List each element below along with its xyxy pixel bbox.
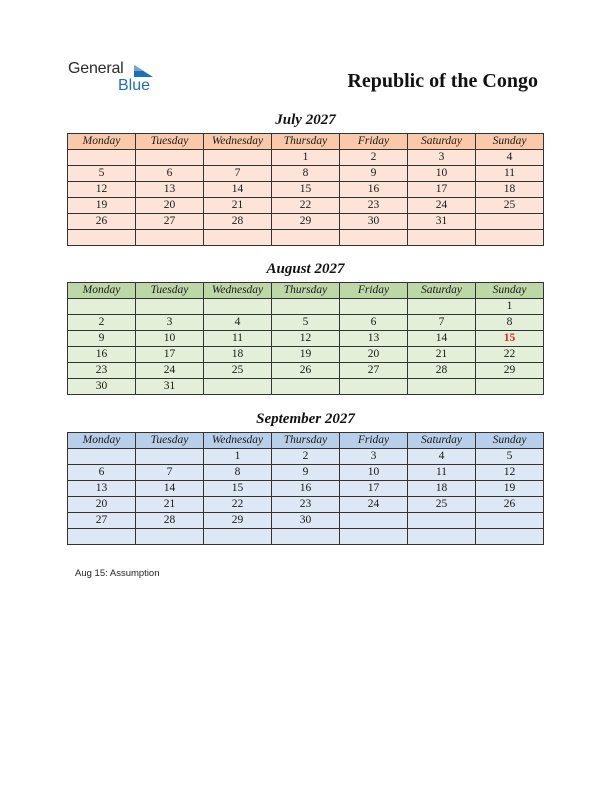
- day-cell: 30: [272, 513, 340, 529]
- day-cell: 4: [204, 315, 272, 331]
- day-cell: 15: [272, 182, 340, 198]
- weekday-friday: Friday: [340, 433, 408, 449]
- day-cell: 1: [204, 449, 272, 465]
- empty-day-cell: [408, 230, 476, 246]
- day-cell: 17: [340, 481, 408, 497]
- day-cell: 20: [340, 347, 408, 363]
- day-cell: 3: [408, 150, 476, 166]
- week-row: [68, 481, 544, 497]
- calendar-september: [67, 432, 544, 545]
- weekday-monday: Monday: [68, 433, 136, 449]
- day-cell: 10: [408, 166, 476, 182]
- empty-day-cell: [340, 379, 408, 395]
- empty-day-cell: [68, 529, 136, 545]
- day-cell: 11: [408, 465, 476, 481]
- day-cell: 9: [340, 166, 408, 182]
- day-cell: 24: [408, 198, 476, 214]
- day-cell: 1: [476, 299, 544, 315]
- empty-day-cell: [272, 529, 340, 545]
- empty-day-cell: [68, 150, 136, 166]
- day-cell: 30: [68, 379, 136, 395]
- day-cell: 25: [408, 497, 476, 513]
- weekday-thursday: Thursday: [272, 433, 340, 449]
- day-cell: 15: [204, 481, 272, 497]
- empty-day-cell: [204, 529, 272, 545]
- empty-day-cell: [272, 299, 340, 315]
- week-row: [68, 182, 544, 198]
- empty-day-cell: [340, 513, 408, 529]
- day-cell: 21: [136, 497, 204, 513]
- weekday-wednesday: Wednesday: [204, 283, 272, 299]
- day-cell: 3: [136, 315, 204, 331]
- week-row: [68, 150, 544, 166]
- day-cell: 1: [272, 150, 340, 166]
- weekday-sunday: Sunday: [476, 134, 544, 150]
- day-cell: 27: [68, 513, 136, 529]
- day-cell: 14: [408, 331, 476, 347]
- weekday-wednesday: Wednesday: [204, 134, 272, 150]
- weekday-saturday: Saturday: [408, 433, 476, 449]
- day-cell: 14: [136, 481, 204, 497]
- week-row: [68, 513, 544, 529]
- day-cell: 11: [476, 166, 544, 182]
- empty-day-cell: [408, 379, 476, 395]
- logo-word-general: General: [68, 60, 124, 77]
- empty-day-cell: [136, 299, 204, 315]
- logo-word-blue: Blue: [118, 77, 151, 94]
- weekday-tuesday: Tuesday: [136, 283, 204, 299]
- empty-day-cell: [408, 299, 476, 315]
- day-cell: 23: [272, 497, 340, 513]
- day-cell: 5: [272, 315, 340, 331]
- day-cell: 29: [272, 214, 340, 230]
- holiday-day-cell: 15: [476, 331, 544, 347]
- weekday-saturday: Saturday: [408, 134, 476, 150]
- weekday-sunday: Sunday: [476, 433, 544, 449]
- day-cell: 7: [204, 166, 272, 182]
- day-cell: 8: [476, 315, 544, 331]
- day-cell: 22: [204, 497, 272, 513]
- empty-day-cell: [204, 299, 272, 315]
- weekday-tuesday: Tuesday: [136, 433, 204, 449]
- empty-day-cell: [136, 449, 204, 465]
- week-row: [68, 363, 544, 379]
- logo: [68, 60, 168, 98]
- day-cell: 4: [408, 449, 476, 465]
- day-cell: 8: [204, 465, 272, 481]
- day-cell: 21: [408, 347, 476, 363]
- week-row: [68, 214, 544, 230]
- week-row: [68, 529, 544, 545]
- week-row: [68, 198, 544, 214]
- empty-day-cell: [340, 230, 408, 246]
- weekday-header-row: [68, 283, 544, 299]
- day-cell: 12: [272, 331, 340, 347]
- day-cell: 23: [340, 198, 408, 214]
- weekday-saturday: Saturday: [408, 283, 476, 299]
- day-cell: 11: [204, 331, 272, 347]
- day-cell: 2: [68, 315, 136, 331]
- empty-day-cell: [272, 379, 340, 395]
- day-cell: 23: [68, 363, 136, 379]
- empty-day-cell: [204, 150, 272, 166]
- month-title-july: July 2027: [275, 112, 336, 128]
- day-cell: 28: [204, 214, 272, 230]
- calendar-august: [67, 282, 544, 395]
- day-cell: 27: [136, 214, 204, 230]
- empty-day-cell: [272, 230, 340, 246]
- calendar-july: [67, 133, 544, 246]
- day-cell: 12: [476, 465, 544, 481]
- day-cell: 16: [68, 347, 136, 363]
- day-cell: 10: [340, 465, 408, 481]
- day-cell: 9: [272, 465, 340, 481]
- weekday-wednesday: Wednesday: [204, 433, 272, 449]
- day-cell: 2: [340, 150, 408, 166]
- country-title: Republic of the Congo: [347, 70, 538, 92]
- day-cell: 16: [272, 481, 340, 497]
- day-cell: 24: [340, 497, 408, 513]
- week-row: [68, 230, 544, 246]
- day-cell: 13: [68, 481, 136, 497]
- weekday-thursday: Thursday: [272, 283, 340, 299]
- day-cell: 31: [136, 379, 204, 395]
- empty-day-cell: [476, 513, 544, 529]
- day-cell: 19: [476, 481, 544, 497]
- day-cell: 8: [272, 166, 340, 182]
- day-cell: 17: [408, 182, 476, 198]
- empty-day-cell: [340, 529, 408, 545]
- day-cell: 6: [136, 166, 204, 182]
- week-row: [68, 166, 544, 182]
- week-row: [68, 299, 544, 315]
- weekday-friday: Friday: [340, 134, 408, 150]
- empty-day-cell: [476, 529, 544, 545]
- day-cell: 17: [136, 347, 204, 363]
- day-cell: 18: [204, 347, 272, 363]
- week-row: [68, 331, 544, 347]
- weekday-sunday: Sunday: [476, 283, 544, 299]
- empty-day-cell: [476, 214, 544, 230]
- empty-day-cell: [68, 449, 136, 465]
- week-row: [68, 379, 544, 395]
- empty-day-cell: [68, 299, 136, 315]
- day-cell: 6: [68, 465, 136, 481]
- day-cell: 19: [68, 198, 136, 214]
- empty-day-cell: [476, 230, 544, 246]
- day-cell: 5: [68, 166, 136, 182]
- day-cell: 10: [136, 331, 204, 347]
- day-cell: 13: [340, 331, 408, 347]
- day-cell: 5: [476, 449, 544, 465]
- day-cell: 7: [136, 465, 204, 481]
- empty-day-cell: [68, 230, 136, 246]
- day-cell: 14: [204, 182, 272, 198]
- day-cell: 30: [340, 214, 408, 230]
- empty-day-cell: [408, 529, 476, 545]
- weekday-tuesday: Tuesday: [136, 134, 204, 150]
- day-cell: 26: [68, 214, 136, 230]
- holiday-notes: [75, 568, 160, 579]
- day-cell: 26: [272, 363, 340, 379]
- day-cell: 7: [408, 315, 476, 331]
- day-cell: 26: [476, 497, 544, 513]
- day-cell: 4: [476, 150, 544, 166]
- empty-day-cell: [408, 513, 476, 529]
- day-cell: 3: [340, 449, 408, 465]
- week-row: [68, 449, 544, 465]
- day-cell: 9: [68, 331, 136, 347]
- day-cell: 18: [476, 182, 544, 198]
- weekday-header-row: [68, 134, 544, 150]
- day-cell: 22: [476, 347, 544, 363]
- day-cell: 29: [476, 363, 544, 379]
- empty-day-cell: [340, 299, 408, 315]
- empty-day-cell: [204, 379, 272, 395]
- week-row: [68, 347, 544, 363]
- empty-day-cell: [136, 230, 204, 246]
- week-row: [68, 497, 544, 513]
- day-cell: 28: [136, 513, 204, 529]
- day-cell: 20: [136, 198, 204, 214]
- day-cell: 21: [204, 198, 272, 214]
- day-cell: 18: [408, 481, 476, 497]
- day-cell: 22: [272, 198, 340, 214]
- day-cell: 31: [408, 214, 476, 230]
- empty-day-cell: [136, 529, 204, 545]
- day-cell: 25: [476, 198, 544, 214]
- month-title-august: August 2027: [266, 261, 345, 277]
- day-cell: 20: [68, 497, 136, 513]
- day-cell: 19: [272, 347, 340, 363]
- empty-day-cell: [136, 150, 204, 166]
- day-cell: 6: [340, 315, 408, 331]
- holiday-note: Aug 15: Assumption: [75, 568, 160, 579]
- week-row: [68, 465, 544, 481]
- week-row: [68, 315, 544, 331]
- weekday-monday: Monday: [68, 283, 136, 299]
- day-cell: 25: [204, 363, 272, 379]
- day-cell: 16: [340, 182, 408, 198]
- empty-day-cell: [476, 379, 544, 395]
- day-cell: 29: [204, 513, 272, 529]
- weekday-monday: Monday: [68, 134, 136, 150]
- weekday-header-row: [68, 433, 544, 449]
- day-cell: 2: [272, 449, 340, 465]
- day-cell: 13: [136, 182, 204, 198]
- day-cell: 24: [136, 363, 204, 379]
- empty-day-cell: [204, 230, 272, 246]
- day-cell: 28: [408, 363, 476, 379]
- month-title-september: September 2027: [256, 411, 355, 427]
- weekday-friday: Friday: [340, 283, 408, 299]
- weekday-thursday: Thursday: [272, 134, 340, 150]
- day-cell: 12: [68, 182, 136, 198]
- day-cell: 27: [340, 363, 408, 379]
